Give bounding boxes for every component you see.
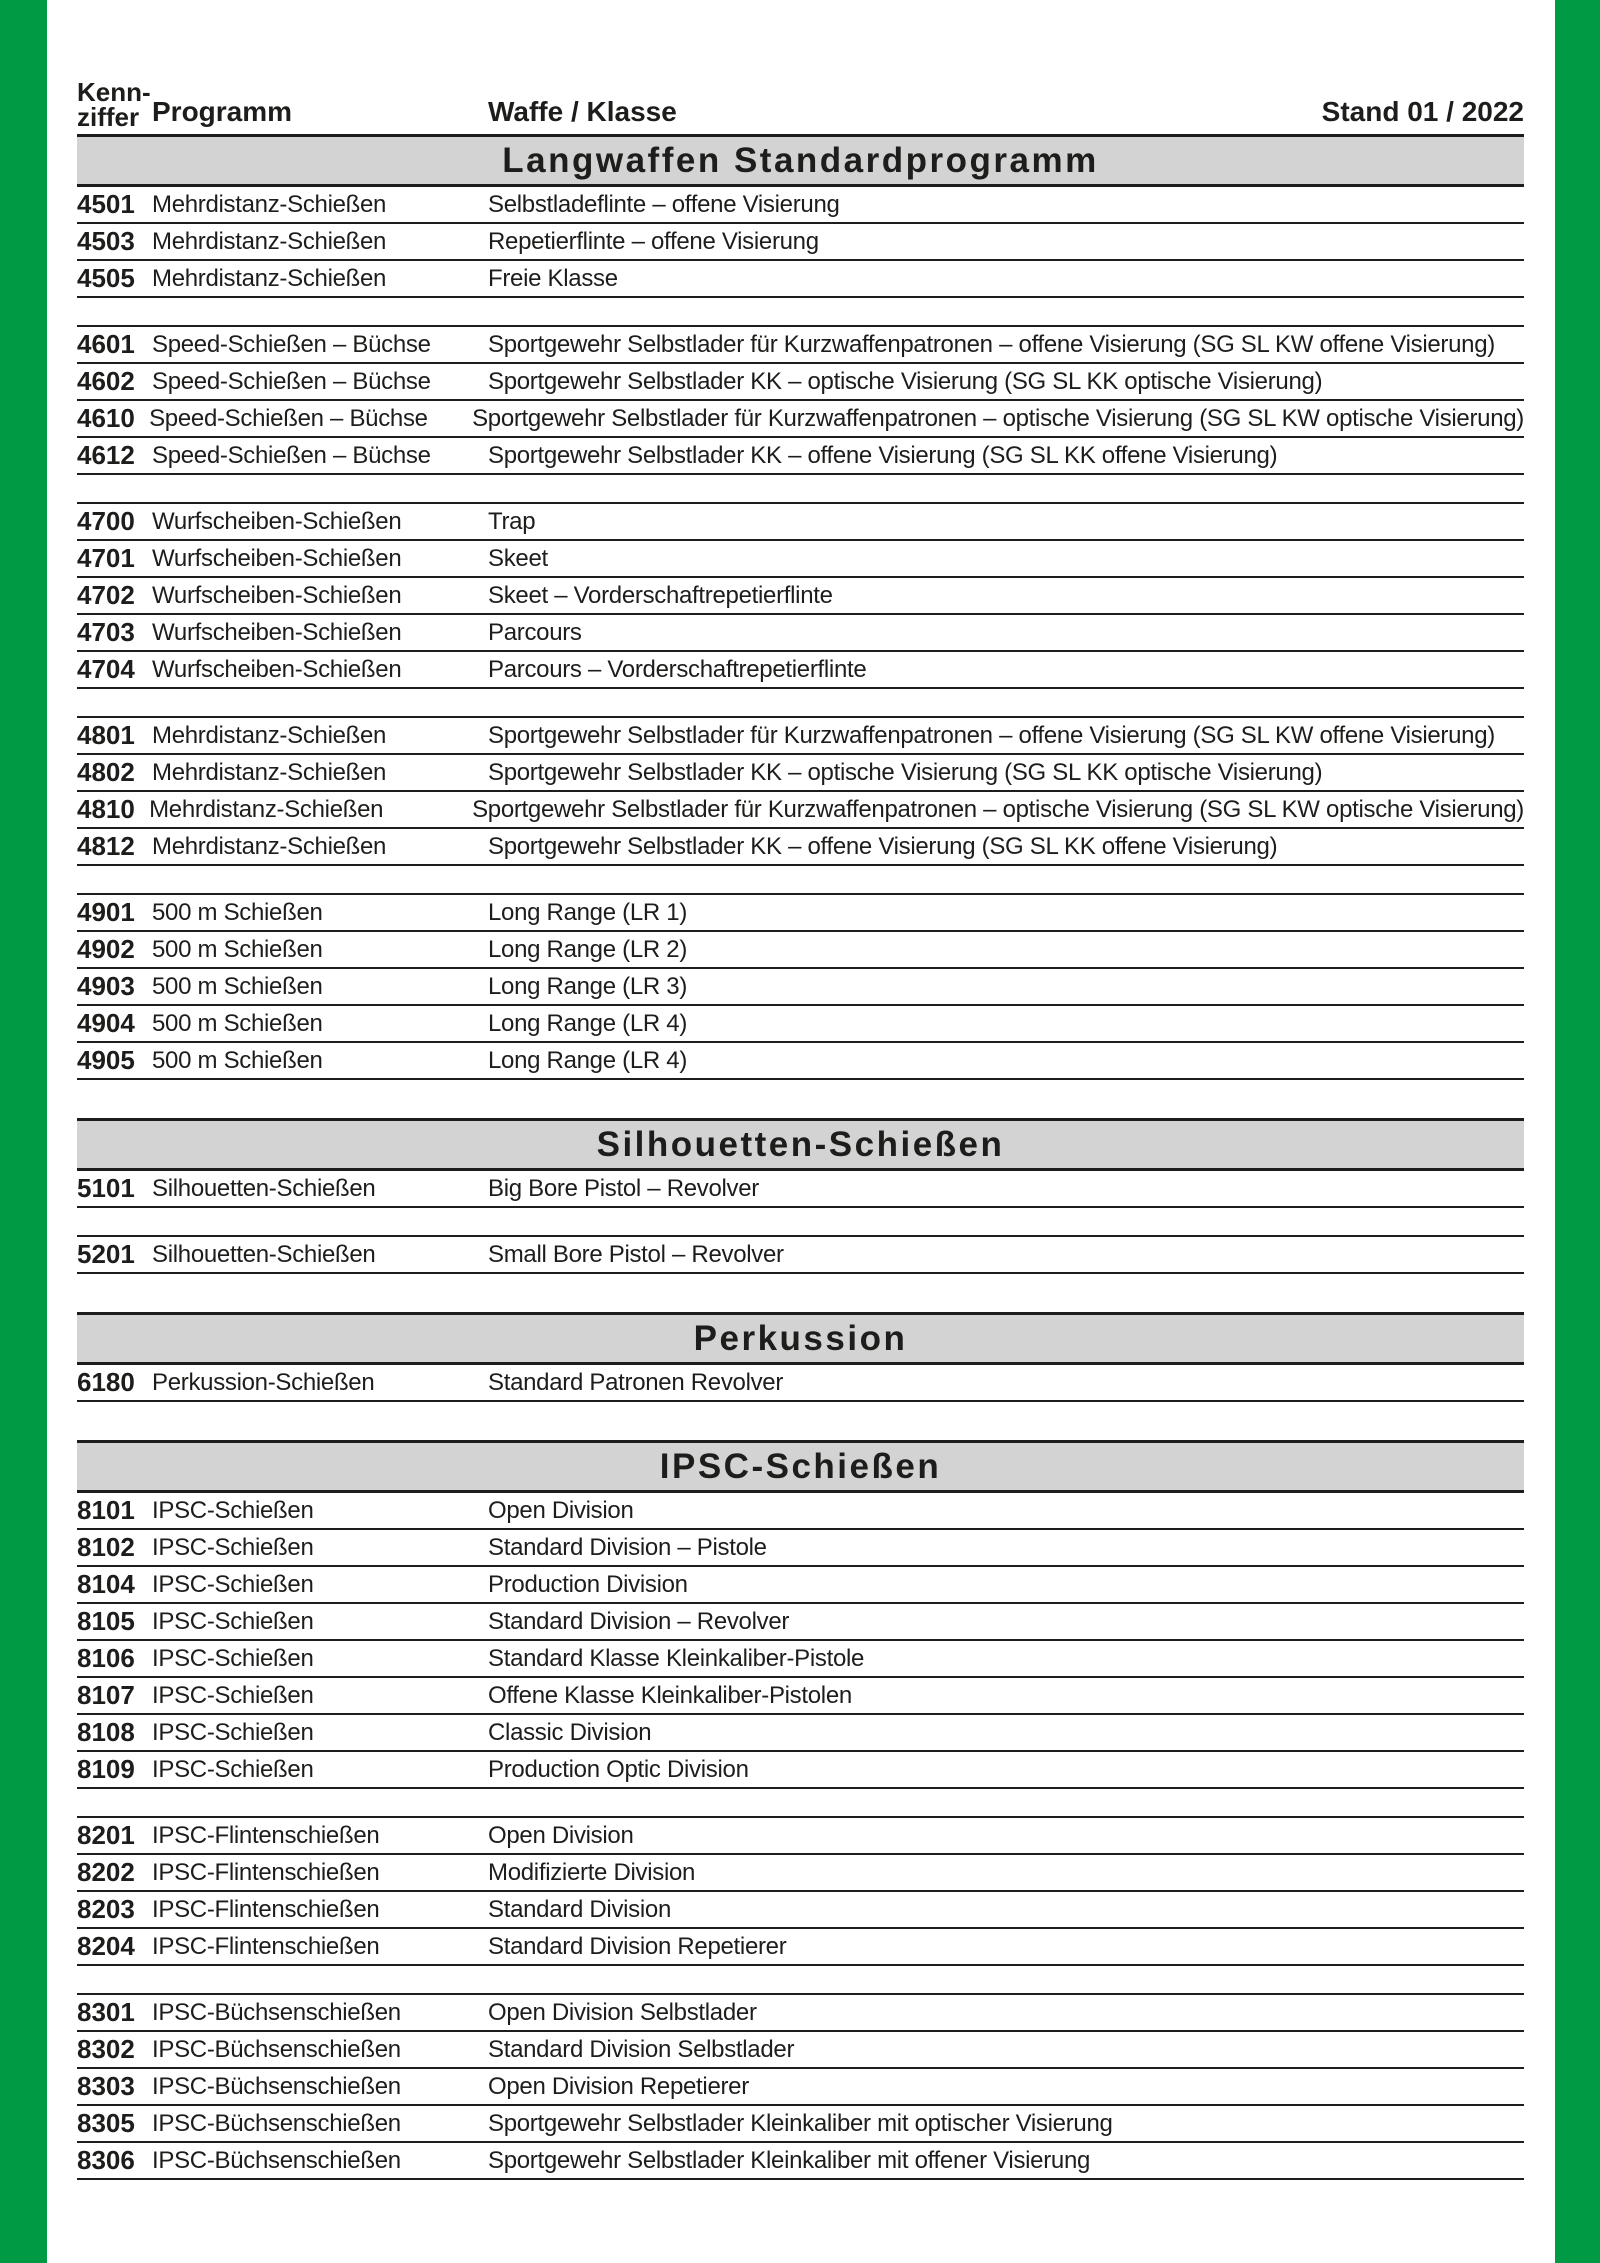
section	[77, 1440, 1524, 2180]
row-programm: Perkussion-Schießen	[152, 1368, 375, 1396]
column-header-programm: Programm	[152, 96, 293, 127]
row-waffe-klasse: Production Optic Division	[488, 1755, 749, 1783]
table-row	[77, 1365, 1524, 1402]
row-kennziffer: 5201	[77, 1239, 135, 1269]
row-group	[77, 325, 1524, 475]
row-waffe-klasse: Modifizierte Division	[488, 1858, 696, 1886]
table-row	[77, 1567, 1524, 1604]
row-kennziffer: 4905	[77, 1045, 135, 1075]
section-title-bar: Silhouetten-Schießen	[77, 1118, 1524, 1171]
section	[77, 1118, 1524, 1274]
row-waffe-klasse: Selbstladeflinte – offene Visierung	[488, 190, 840, 218]
table-row	[77, 327, 1524, 364]
row-waffe-klasse: Sportgewehr Selbstlader für Kurzwaffenpatronen – offene Visierung (SG SL KW offene Visierung)	[488, 721, 1495, 749]
row-waffe-klasse: Skeet	[488, 544, 548, 572]
row-kennziffer: 8106	[77, 1643, 135, 1673]
column-header-waffe-klasse: Waffe / Klasse	[488, 96, 677, 127]
table-row	[77, 895, 1524, 932]
row-kennziffer: 4904	[77, 1008, 135, 1038]
row-waffe-klasse: Standard Division Selbstlader	[488, 2035, 795, 2063]
row-waffe-klasse: Freie Klasse	[488, 264, 618, 292]
table-row	[77, 1715, 1524, 1752]
table-row	[77, 504, 1524, 541]
row-waffe-klasse: Standard Division	[488, 1895, 671, 1923]
row-group	[77, 1493, 1524, 1789]
table-row	[77, 438, 1524, 475]
row-programm: IPSC-Schießen	[152, 1570, 314, 1598]
row-waffe-klasse: Long Range (LR 1)	[488, 898, 688, 926]
row-kennziffer: 8104	[77, 1569, 135, 1599]
row-group	[77, 1993, 1524, 2180]
table-row	[77, 2106, 1524, 2143]
row-kennziffer: 8305	[77, 2108, 135, 2138]
kennziffer-line2: ziffer	[77, 102, 140, 132]
row-kennziffer: 4703	[77, 617, 135, 647]
row-programm: IPSC-Schießen	[152, 1496, 314, 1524]
table-row	[77, 1818, 1524, 1855]
row-programm: IPSC-Schießen	[152, 1533, 314, 1561]
row-programm: Speed-Schießen – Büchse	[152, 367, 431, 395]
row-kennziffer: 4801	[77, 720, 135, 750]
row-kennziffer: 8101	[77, 1495, 135, 1525]
row-kennziffer: 4901	[77, 897, 135, 927]
table-row	[77, 1043, 1524, 1080]
row-group	[77, 1171, 1524, 1208]
row-waffe-klasse: Repetierflinte – offene Visierung	[488, 227, 819, 255]
row-programm: IPSC-Schießen	[152, 1644, 314, 1672]
row-waffe-klasse: Production Division	[488, 1570, 688, 1598]
row-programm: IPSC-Büchsenschießen	[152, 2109, 401, 2137]
section-title-bar: Langwaffen Standardprogramm	[77, 134, 1524, 187]
row-group	[77, 1235, 1524, 1274]
row-programm: Mehrdistanz-Schießen	[152, 721, 387, 749]
section	[77, 134, 1524, 1080]
row-waffe-klasse: Open Division Repetierer	[488, 2072, 749, 2100]
row-waffe-klasse: Open Division Selbstlader	[488, 1998, 757, 2026]
row-programm: 500 m Schießen	[152, 1009, 323, 1037]
row-kennziffer: 4505	[77, 263, 135, 293]
row-kennziffer: 8108	[77, 1717, 135, 1747]
row-kennziffer: 8303	[77, 2071, 135, 2101]
row-waffe-klasse: Long Range (LR 2)	[488, 935, 688, 963]
row-programm: 500 m Schießen	[152, 935, 323, 963]
row-programm: Speed-Schießen – Büchse	[152, 330, 431, 358]
kennziffer-line1: Kenn-	[77, 77, 151, 107]
row-programm: IPSC-Flintenschießen	[152, 1821, 380, 1849]
row-programm: Speed-Schießen – Büchse	[152, 441, 431, 469]
row-kennziffer: 8201	[77, 1820, 135, 1850]
row-waffe-klasse: Long Range (LR 4)	[488, 1046, 688, 1074]
green-border-right	[1555, 0, 1600, 2263]
row-waffe-klasse: Standard Division – Revolver	[488, 1607, 790, 1635]
table-row	[77, 1006, 1524, 1043]
row-waffe-klasse: Parcours	[488, 618, 582, 646]
row-programm: Mehrdistanz-Schießen	[152, 227, 387, 255]
row-programm: IPSC-Flintenschießen	[152, 1858, 380, 1886]
row-kennziffer: 4812	[77, 831, 135, 861]
row-kennziffer: 8204	[77, 1931, 135, 1961]
row-kennziffer: 4902	[77, 934, 135, 964]
row-waffe-klasse: Skeet – Vorderschaftrepetierflinte	[488, 581, 833, 609]
row-programm: IPSC-Büchsenschießen	[152, 2035, 401, 2063]
row-kennziffer: 4903	[77, 971, 135, 1001]
row-programm: IPSC-Büchsenschießen	[152, 2072, 401, 2100]
row-programm: 500 m Schießen	[152, 1046, 323, 1074]
row-kennziffer: 4704	[77, 654, 135, 684]
table-row	[77, 1604, 1524, 1641]
column-header-kennziffer	[77, 77, 152, 132]
row-kennziffer: 4610	[77, 403, 135, 433]
row-waffe-klasse: Standard Klasse Kleinkaliber-Pistole	[488, 1644, 865, 1672]
row-programm: IPSC-Flintenschießen	[152, 1932, 380, 1960]
row-waffe-klasse: Sportgewehr Selbstlader für Kurzwaffenpatronen – optische Visierung (SG SL KW optische Visierung)	[472, 404, 1524, 432]
row-programm: IPSC-Schießen	[152, 1718, 314, 1746]
row-kennziffer: 4702	[77, 580, 135, 610]
row-kennziffer: 8202	[77, 1857, 135, 1887]
row-kennziffer: 4612	[77, 440, 135, 470]
row-programm: IPSC-Büchsenschießen	[152, 2146, 401, 2174]
row-programm: Wurfscheiben-Schießen	[152, 507, 402, 535]
row-waffe-klasse: Classic Division	[488, 1718, 652, 1746]
row-kennziffer: 8302	[77, 2034, 135, 2064]
row-waffe-klasse: Sportgewehr Selbstlader KK – optische Visierung (SG SL KK optische Visierung)	[488, 758, 1323, 786]
row-kennziffer: 4503	[77, 226, 135, 256]
table-row	[77, 1493, 1524, 1530]
table-row	[77, 829, 1524, 866]
row-kennziffer: 8109	[77, 1754, 135, 1784]
row-programm: IPSC-Schießen	[152, 1607, 314, 1635]
row-group	[77, 502, 1524, 689]
row-programm: IPSC-Flintenschießen	[152, 1895, 380, 1923]
row-kennziffer: 8107	[77, 1680, 135, 1710]
table-row	[77, 1171, 1524, 1208]
sections-container	[77, 134, 1524, 2180]
row-programm: IPSC-Schießen	[152, 1681, 314, 1709]
table-row	[77, 1995, 1524, 2032]
row-waffe-klasse: Long Range (LR 4)	[488, 1009, 688, 1037]
table-row	[77, 1237, 1524, 1274]
table-row	[77, 2143, 1524, 2180]
row-waffe-klasse: Long Range (LR 3)	[488, 972, 688, 1000]
stand-date-label: Stand 01 / 2022	[1321, 96, 1524, 127]
row-programm: Mehrdistanz-Schießen	[152, 264, 387, 292]
row-programm: Wurfscheiben-Schießen	[152, 618, 402, 646]
table-row	[77, 755, 1524, 792]
row-kennziffer: 4700	[77, 506, 135, 536]
row-programm: IPSC-Schießen	[152, 1755, 314, 1783]
row-kennziffer: 8306	[77, 2145, 135, 2175]
green-border-left	[0, 0, 47, 2263]
table-row	[77, 401, 1524, 438]
table-header-row	[77, 0, 1524, 134]
table-row	[77, 2032, 1524, 2069]
row-waffe-klasse: Sportgewehr Selbstlader KK – offene Visierung (SG SL KK offene Visierung)	[488, 832, 1278, 860]
row-programm: Mehrdistanz-Schießen	[152, 190, 387, 218]
table-row	[77, 1678, 1524, 1715]
row-programm: 500 m Schießen	[152, 898, 323, 926]
row-waffe-klasse: Big Bore Pistol – Revolver	[488, 1174, 759, 1202]
row-kennziffer: 8102	[77, 1532, 135, 1562]
table-row	[77, 615, 1524, 652]
row-kennziffer: 4501	[77, 189, 135, 219]
row-kennziffer: 8203	[77, 1894, 135, 1924]
table-row	[77, 578, 1524, 615]
table-row	[77, 224, 1524, 261]
row-waffe-klasse: Open Division	[488, 1496, 634, 1524]
row-waffe-klasse: Sportgewehr Selbstlader KK – optische Visierung (SG SL KK optische Visierung)	[488, 367, 1323, 395]
row-kennziffer: 8301	[77, 1997, 135, 2027]
row-kennziffer: 4602	[77, 366, 135, 396]
row-programm: IPSC-Büchsenschießen	[152, 1998, 401, 2026]
row-waffe-klasse: Sportgewehr Selbstlader Kleinkaliber mit optischer Visierung	[488, 2109, 1113, 2137]
row-waffe-klasse: Sportgewehr Selbstlader Kleinkaliber mit offener Visierung	[488, 2146, 1091, 2174]
row-programm: Wurfscheiben-Schießen	[152, 655, 402, 683]
row-waffe-klasse: Standard Patronen Revolver	[488, 1368, 784, 1396]
program-table	[77, 0, 1524, 2180]
row-kennziffer: 4601	[77, 329, 135, 359]
row-waffe-klasse: Standard Division – Pistole	[488, 1533, 767, 1561]
row-kennziffer: 4810	[77, 794, 135, 824]
table-row	[77, 1752, 1524, 1789]
section-title-bar: IPSC-Schießen	[77, 1440, 1524, 1493]
row-waffe-klasse: Sportgewehr Selbstlader KK – offene Visierung (SG SL KK offene Visierung)	[488, 441, 1278, 469]
table-row	[77, 2069, 1524, 2106]
row-kennziffer: 8105	[77, 1606, 135, 1636]
row-waffe-klasse: Offene Klasse Kleinkaliber-Pistolen	[488, 1681, 852, 1709]
row-programm: Speed-Schießen – Büchse	[149, 404, 428, 432]
row-waffe-klasse: Trap	[488, 507, 536, 535]
table-row	[77, 1641, 1524, 1678]
row-group	[77, 1816, 1524, 1966]
table-row	[77, 652, 1524, 689]
row-programm: Mehrdistanz-Schießen	[149, 795, 384, 823]
row-group	[77, 1365, 1524, 1402]
table-row	[77, 187, 1524, 224]
row-programm: Mehrdistanz-Schießen	[152, 832, 387, 860]
row-waffe-klasse: Standard Division Repetierer	[488, 1932, 787, 1960]
table-row	[77, 1892, 1524, 1929]
table-row	[77, 792, 1524, 829]
row-group	[77, 716, 1524, 866]
row-kennziffer: 4701	[77, 543, 135, 573]
row-waffe-klasse: Open Division	[488, 1821, 634, 1849]
row-waffe-klasse: Sportgewehr Selbstlader für Kurzwaffenpatronen – optische Visierung (SG SL KW optische Visierung)	[472, 795, 1524, 823]
row-group	[77, 187, 1524, 298]
table-row	[77, 261, 1524, 298]
row-programm: Wurfscheiben-Schießen	[152, 581, 402, 609]
table-row	[77, 718, 1524, 755]
row-programm: Mehrdistanz-Schießen	[152, 758, 387, 786]
section-title-bar: Perkussion	[77, 1312, 1524, 1365]
row-programm: Silhouetten-Schießen	[152, 1174, 376, 1202]
row-programm: Silhouetten-Schießen	[152, 1240, 376, 1268]
row-kennziffer: 4802	[77, 757, 135, 787]
table-row	[77, 1530, 1524, 1567]
table-row	[77, 1855, 1524, 1892]
row-waffe-klasse: Small Bore Pistol – Revolver	[488, 1240, 784, 1268]
table-row	[77, 932, 1524, 969]
table-row	[77, 969, 1524, 1006]
row-waffe-klasse: Parcours – Vorderschaftrepetierflinte	[488, 655, 867, 683]
row-programm: Wurfscheiben-Schießen	[152, 544, 402, 572]
table-row	[77, 541, 1524, 578]
table-row	[77, 1929, 1524, 1966]
row-programm: 500 m Schießen	[152, 972, 323, 1000]
row-group	[77, 893, 1524, 1080]
row-waffe-klasse: Sportgewehr Selbstlader für Kurzwaffenpatronen – offene Visierung (SG SL KW offene Visierung)	[488, 330, 1495, 358]
row-kennziffer: 6180	[77, 1367, 135, 1397]
section	[77, 1312, 1524, 1402]
row-kennziffer: 5101	[77, 1173, 135, 1203]
table-row	[77, 364, 1524, 401]
